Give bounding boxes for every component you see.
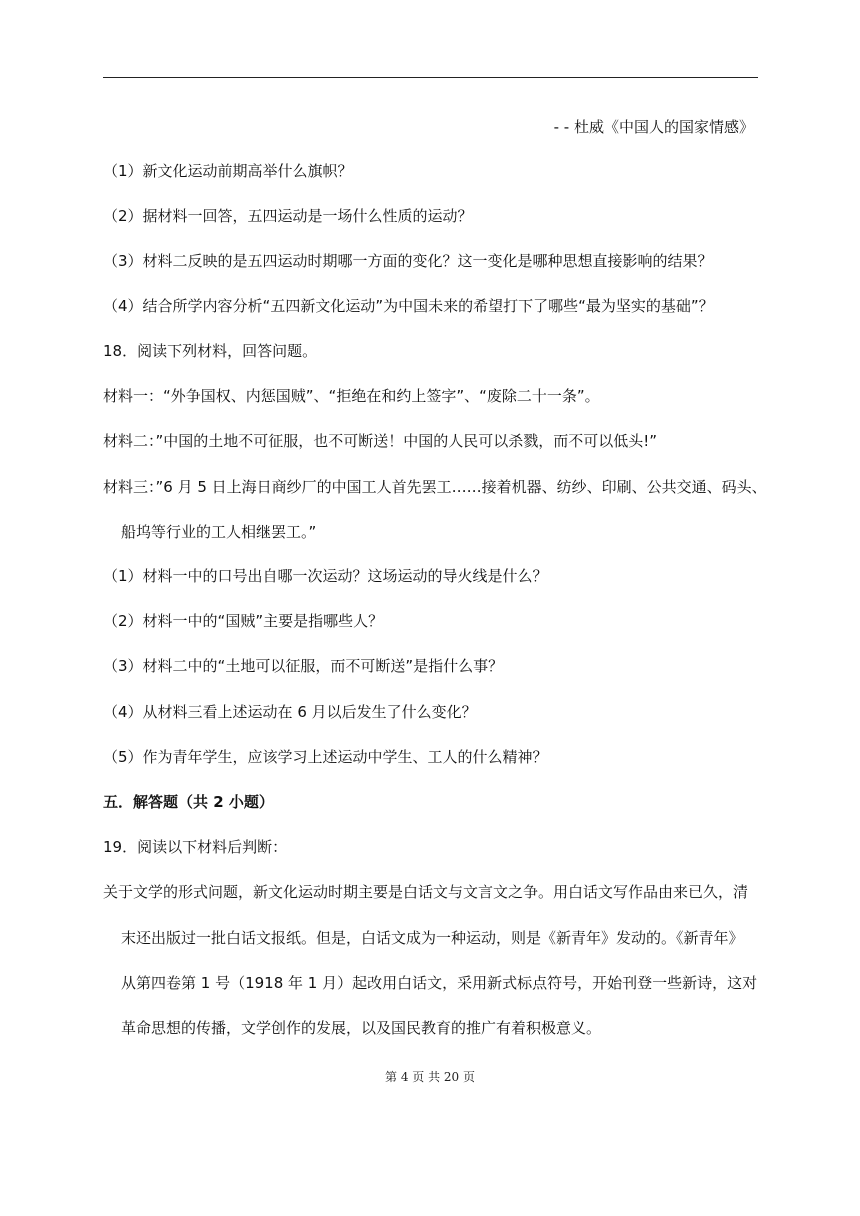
q19-para-line-1: 关于文学的形式问题，新文化运动时期主要是白话文与文言文之争。用白话文写作品由来已久，清 <box>103 883 749 901</box>
q18-item-3: （3）材料二中的“土地可以征服，而不可断送”是指什么事？ <box>103 657 504 675</box>
q19-para-line-3: 从第四卷第 1 号（1918 年 1 月）起改用白话文，采用新式标点符号，开始刊登一些新诗，这对 <box>121 974 758 992</box>
q18-item-5: （5）作为青年学生，应该学习上述运动中学生、工人的什么精神？ <box>103 748 548 766</box>
q19-para-line-2: 末还出版过一批白话文报纸。但是，白话文成为一种运动，则是《新青年》发动的。《新青年》 <box>121 929 744 947</box>
header-rule <box>103 77 758 78</box>
q18-material-3-line-2: 船坞等行业的工人相继罢工。” <box>121 523 317 541</box>
q17-item-4: （4）结合所学内容分析“五四新文化运动”为中国未来的希望打下了哪些“最为坚实的基础”？ <box>103 297 714 315</box>
q17-item-2: （2）据材料一回答，五四运动是一场什么性质的运动？ <box>103 207 473 225</box>
page-footer: 第 4 页 共 20 页 <box>385 1070 475 1084</box>
q19-stem: 19．阅读以下材料后判断： <box>103 838 288 856</box>
q17-item-1: （1）新文化运动前期高举什么旗帜？ <box>103 162 353 180</box>
section-5-title: 五．解答题（共 2 小题） <box>103 793 274 811</box>
q19-para-line-4: 革命思想的传播，文学创作的发展，以及国民教育的推广有着积极意义。 <box>121 1019 602 1037</box>
q18-item-2: （2）材料一中的“国贼”主要是指哪些人？ <box>103 612 384 630</box>
q18-material-3-line-1: 材料三：”6 月 5 日上海日商纱厂的中国工人首先罢工……接着机器、纺纱、印刷、公共交通、码头、 <box>103 478 767 496</box>
q18-item-1: （1）材料一中的口号出自哪一次运动？这场运动的导火线是什么？ <box>103 567 548 585</box>
q18-material-2: 材料二：”中国的土地不可征服，也不可断送！中国的人民可以杀戮，而不可以低头!” <box>103 432 658 450</box>
q18-item-4: （4）从材料三看上述运动在 6 月以后发生了什么变化？ <box>103 703 477 721</box>
attribution: - - 杜威《中国人的国家情感》 <box>553 118 754 136</box>
q18-material-1: 材料一：“外争国权、内惩国贼”、“拒绝在和约上签字”、“废除二十一条”。 <box>103 387 600 405</box>
q18-stem: 18．阅读下列材料，回答问题。 <box>103 342 318 360</box>
q17-item-3: （3）材料二反映的是五四运动时期哪一方面的变化？这一变化是哪种思想直接影响的结果？ <box>103 252 713 270</box>
